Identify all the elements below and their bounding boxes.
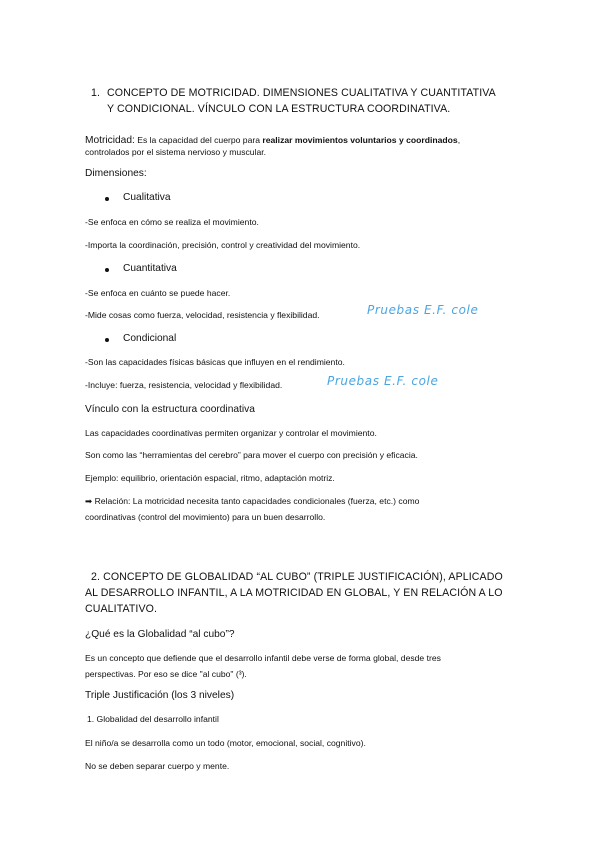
- motricidad-def-bold: realizar movimientos voluntarios y coordinados: [262, 135, 458, 145]
- item1-heading: 1. Globalidad del desarrollo infantil: [87, 714, 219, 724]
- section2-title-line2: AL DESARROLLO INFANTIL, A LA MOTRICIDAD EN GLOBAL, Y EN RELACIÓN A LO: [85, 587, 503, 599]
- motricidad-definition: [85, 130, 460, 148]
- motricidad-def-c: ,: [457, 135, 461, 145]
- cuantitativa-line1: -Se enfoca en cuánto se puede hacer.: [85, 288, 231, 298]
- bullet-dot-icon: [105, 338, 109, 342]
- section1-number: 1.: [91, 87, 101, 99]
- motricidad-label: Motricidad:: [85, 135, 135, 146]
- section2-title-line3: CUALITATIVO.: [85, 603, 158, 615]
- relacion-line1: ➡ Relación: La motricidad necesita tanto capacidades condicionales (fuerza, etc.) como: [85, 496, 420, 506]
- globalidad-question: ¿Qué es la Globalidad “al cubo”?: [85, 629, 235, 640]
- relacion-line2: coordinativas (control del movimiento) para un buen desarrollo.: [85, 512, 326, 522]
- bullet-dot-icon: [105, 268, 109, 272]
- handwritten-note: Pruebas E.F. cole: [327, 374, 439, 388]
- triple-justificacion-heading: Triple Justificación (los 3 niveles): [85, 690, 235, 701]
- vinculo-line3: Ejemplo: equilibrio, orientación espacial, ritmo, adaptación motriz.: [85, 473, 335, 483]
- dimensiones-label: Dimensiones:: [85, 168, 147, 179]
- condicional-line1: -Son las capacidades físicas básicas que influyen en el rendimiento.: [85, 357, 345, 367]
- item1-line1: El niño/a se desarrolla como un todo (motor, emocional, social, cognitivo).: [85, 738, 366, 748]
- section1-title-line1: CONCEPTO DE MOTRICIDAD. DIMENSIONES CUALITATIVA Y CUANTITATIVA: [107, 87, 496, 99]
- cuantitativa-heading: Cuantitativa: [123, 263, 177, 274]
- vinculo-line1: Las capacidades coordinativas permiten organizar y controlar el movimiento.: [85, 428, 377, 438]
- condicional-line2: -Incluye: fuerza, resistencia, velocidad y flexibilidad.: [85, 380, 283, 390]
- vinculo-heading: Vínculo con la estructura coordinativa: [85, 404, 255, 415]
- bullet-dot-icon: [105, 197, 109, 201]
- motricidad-def-a: Es la capacidad del cuerpo para: [134, 135, 263, 145]
- section2-title-line1: 2. CONCEPTO DE GLOBALIDAD “AL CUBO” (TRIPLE JUSTIFICACIÓN), APLICADO: [91, 571, 503, 583]
- cualitativa-line2: -Importa la coordinación, precisión, control y creatividad del movimiento.: [85, 240, 361, 250]
- handwritten-note: Pruebas E.F. cole: [367, 303, 479, 317]
- section1-title-line2: Y CONDICIONAL. VÍNCULO CON LA ESTRUCTURA COORDINATIVA.: [107, 103, 451, 115]
- cuantitativa-line2: -Mide cosas como fuerza, velocidad, resistencia y flexibilidad.: [85, 310, 320, 320]
- vinculo-line2: Son como las “herramientas del cerebro” para mover el cuerpo con precisión y eficacia.: [85, 450, 418, 460]
- motricidad-def-line2: controlados por el sistema nervioso y muscular.: [85, 147, 267, 157]
- question-line2: perspectivas. Por eso se dice "al cubo" (³).: [85, 669, 247, 679]
- condicional-heading: Condicional: [123, 333, 177, 344]
- cualitativa-heading: Cualitativa: [123, 192, 171, 203]
- item1-line2: No se deben separar cuerpo y mente.: [85, 761, 230, 771]
- cualitativa-line1: -Se enfoca en cómo se realiza el movimiento.: [85, 217, 259, 227]
- question-line1: Es un concepto que defiende que el desarrollo infantil debe verse de forma global, desde tres: [85, 653, 441, 663]
